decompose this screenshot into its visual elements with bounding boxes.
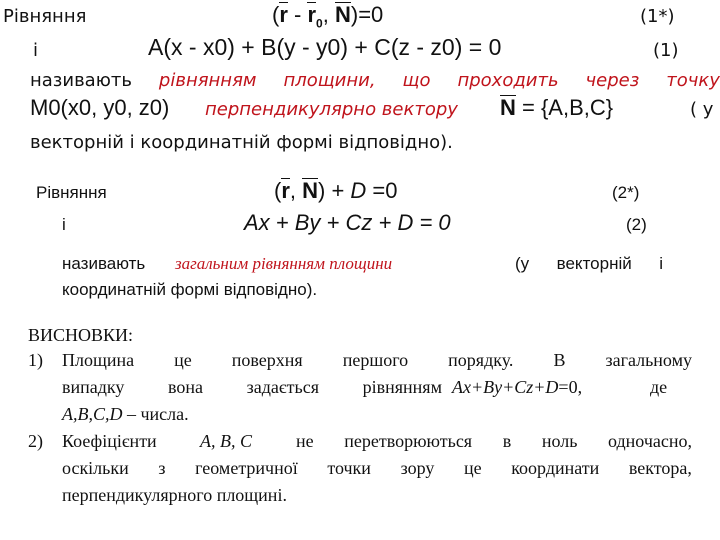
eq2-label: Рівняння — [36, 183, 107, 202]
point-m0: M0(x0, y0, z0) — [30, 95, 170, 120]
eq1-coord-number: (1) — [653, 40, 679, 61]
item2-lead: Коефіцієнти — [62, 431, 157, 451]
p1-line1: називають рівнянням площини, що проходить через точку — [30, 70, 720, 91]
p1-line3: векторній і координатній формі відповідно). — [30, 132, 453, 153]
item2-line2: оскільки з геометричної точки зору це координати вектора, — [62, 458, 692, 478]
eq2-number: (2*) — [612, 183, 640, 202]
item1-line2-words: випадку вона задається рівнянням — [62, 377, 442, 397]
eq1-formula: ($r - r_0$, N)=0 — [272, 2, 384, 31]
p1-tail: ( у — [690, 99, 714, 120]
eq2-vector-formula: (r, N) + D =0 — [274, 178, 398, 203]
vector-n: N = {A,B,C} — [500, 95, 614, 120]
and1-text: і — [33, 40, 39, 61]
item1-number: 1) — [28, 350, 43, 370]
item1-line1: Площина це поверхня першого порядку. В загальному — [62, 350, 692, 370]
eq2-general-formula: Ax + By + Cz + D = 0 — [244, 210, 451, 235]
p2-lead: називають — [62, 254, 146, 273]
p1-lead: називають — [30, 70, 132, 91]
p1-red-phrase: перпендикулярно вектору — [205, 99, 458, 120]
item2-line1-words: не перетворюються в ноль одночасно, — [296, 431, 692, 451]
item2-number: 2) — [28, 431, 43, 451]
and2-text: і — [62, 215, 66, 234]
item2-line3: перпендикулярного площині. — [62, 485, 287, 505]
p2-red-phrase: загальним рівнянням площини — [175, 254, 393, 273]
conclusions-title: ВИСНОВКИ: — [28, 325, 134, 345]
eq1-coordinate-formula: A(x - x0) + B(y - y0) + C(z - z0) = 0 — [148, 34, 502, 60]
eq1-number: (1*) — [640, 6, 675, 27]
item1-de: де — [650, 377, 668, 397]
eq1-label: Рівняння — [3, 6, 87, 27]
p2-line2: координатній формі відповідно). — [62, 280, 318, 299]
eq2-general-number: (2) — [626, 215, 647, 234]
item1-line3: A,B,C,D – числа. — [62, 404, 189, 424]
item1-formula: Ax+By+Cz+D=0, — [452, 377, 583, 397]
p2-tail: (у векторній і — [515, 254, 663, 273]
item2-vars: A, B, C — [200, 431, 252, 451]
